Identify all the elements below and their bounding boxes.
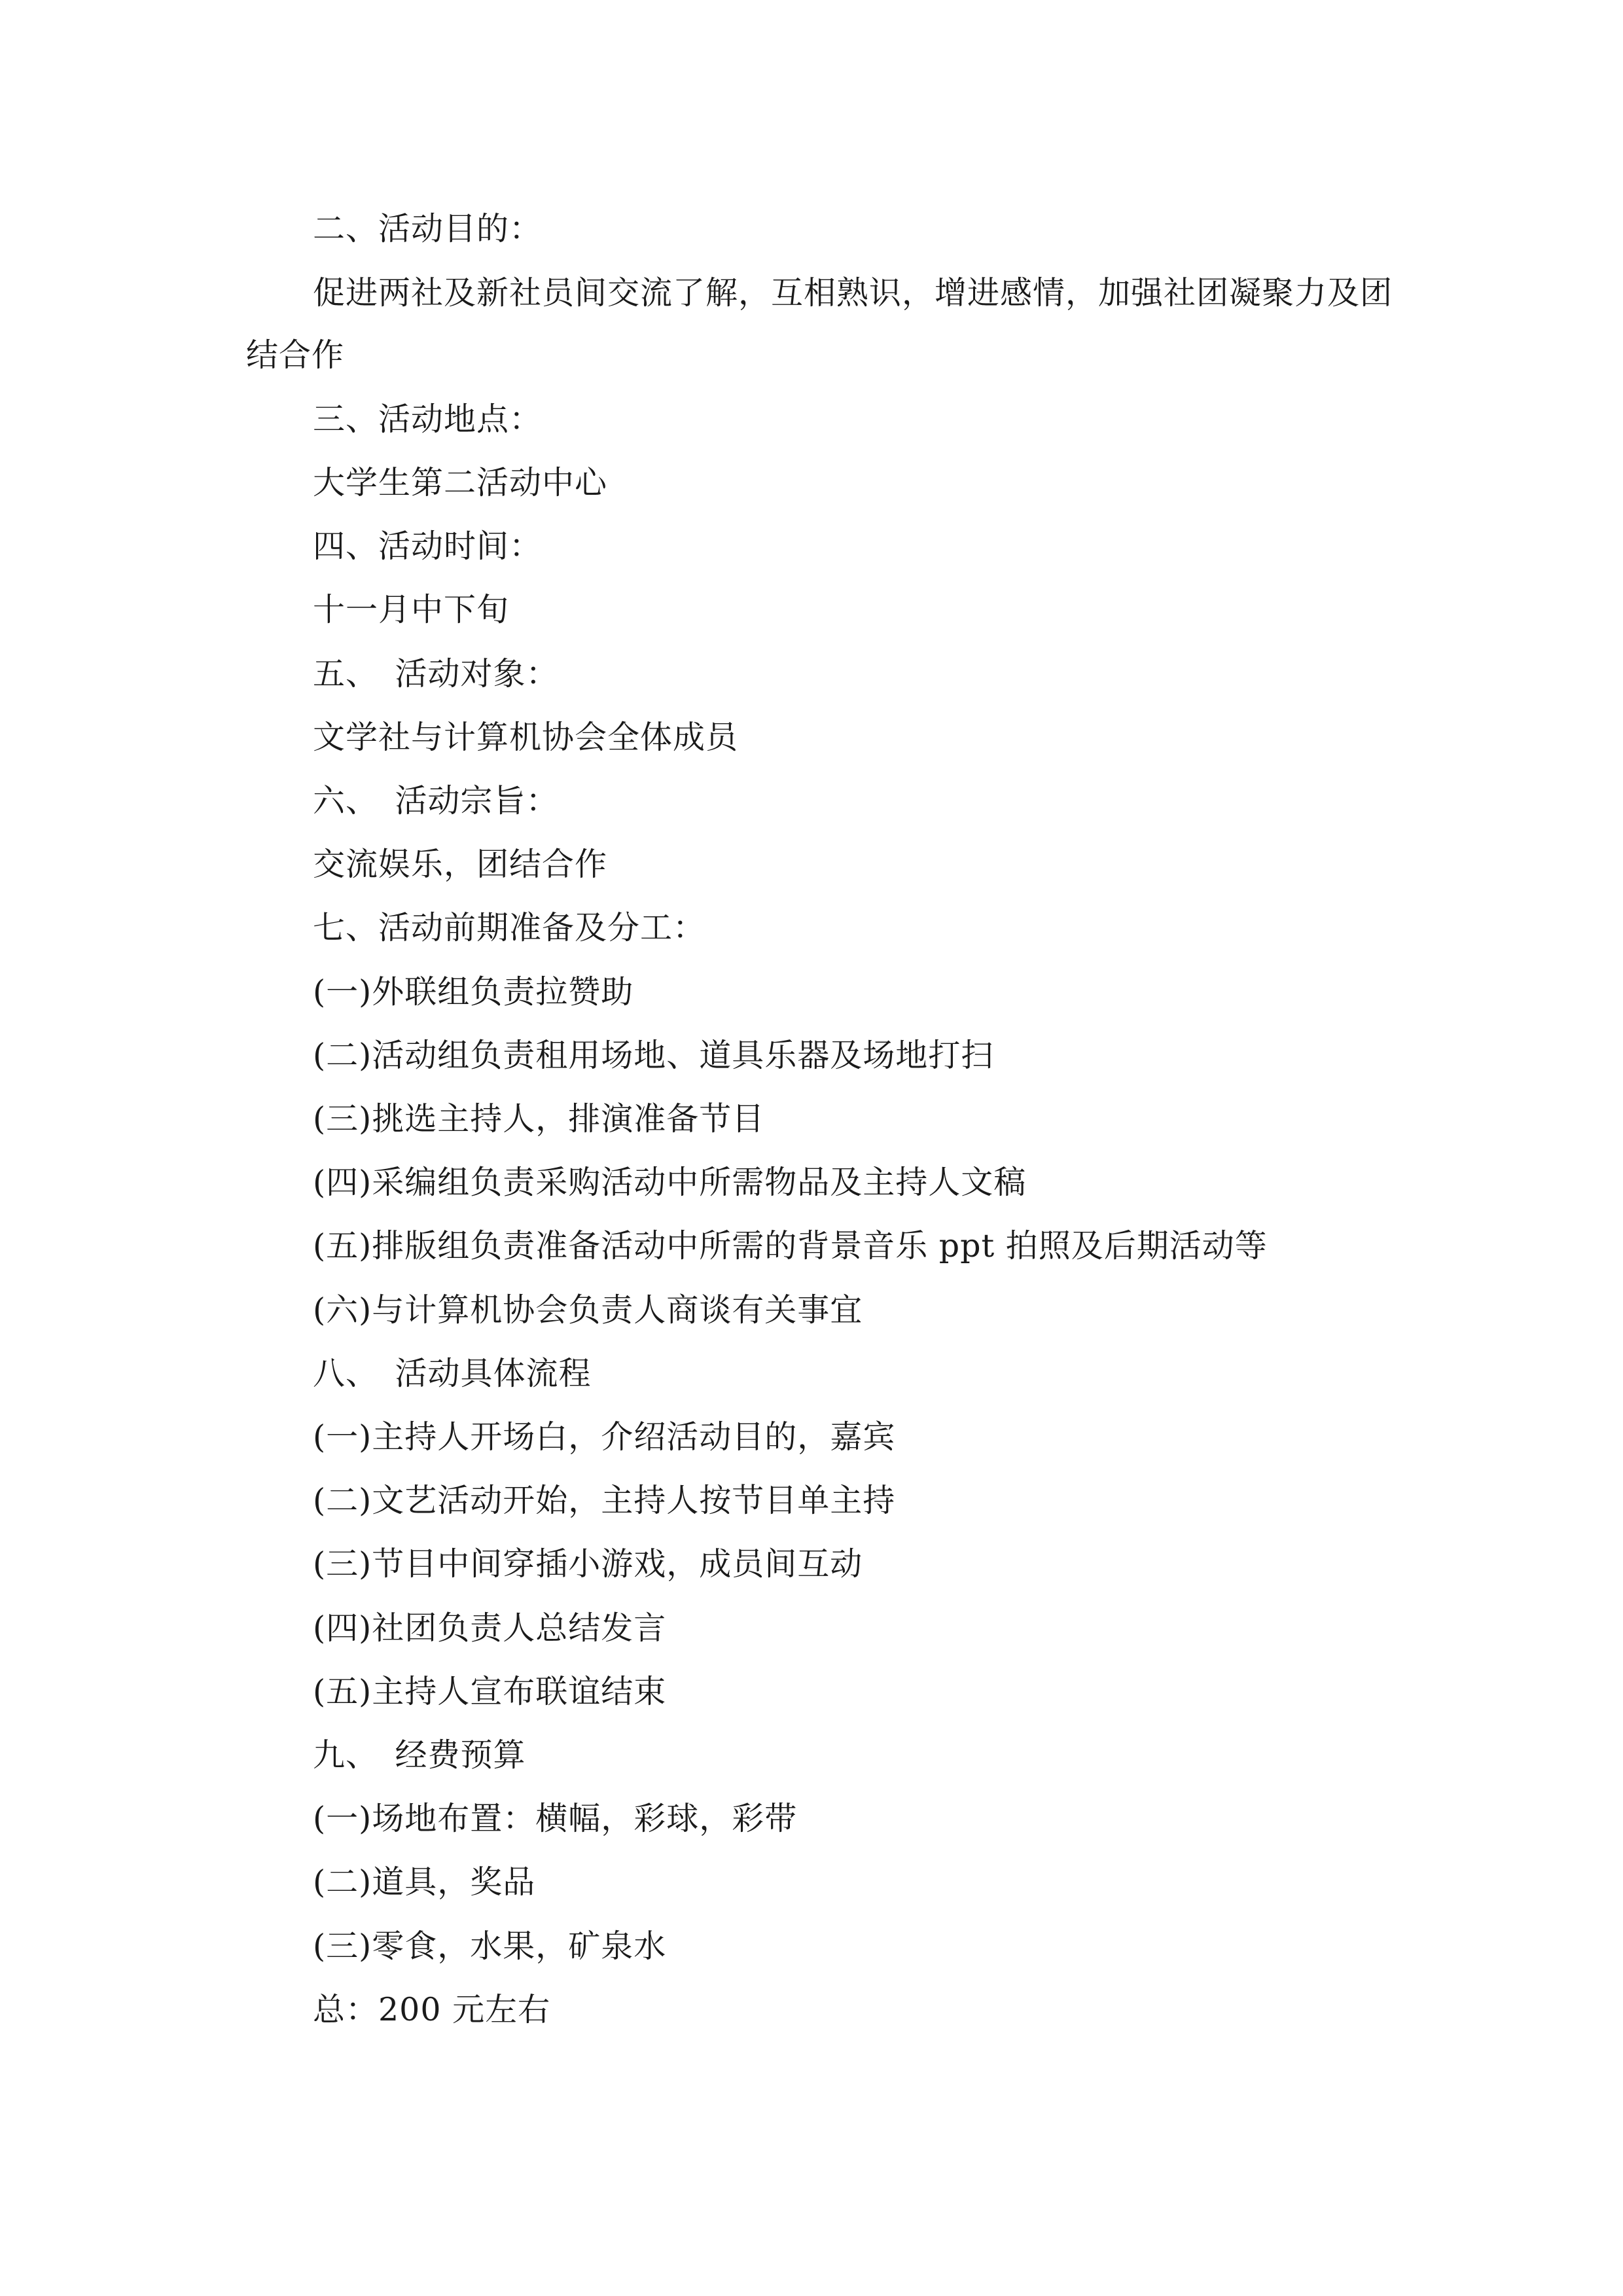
paragraph-location: 大学生第二活动中心 <box>313 464 608 501</box>
paragraph-participants: 文学社与计算机协会全体成员 <box>313 719 739 756</box>
paragraph-purpose-line-1: 促进两社及新社员间交流了解，互相熟识，增进感情，加强社团凝聚力及团 <box>313 274 1393 312</box>
list-item-preparation-5: (五)排版组负责准备活动中所需的背景音乐 ppt 拍照及后期活动等 <box>313 1227 1268 1265</box>
section-heading-budget: 九、 经费预算 <box>313 1736 526 1774</box>
paragraph-time: 十一月中下旬 <box>313 591 510 628</box>
list-item-process-3: (三)节目中间穿插小游戏，成员间互动 <box>313 1545 863 1583</box>
list-item-process-5: (五)主持人宣布联谊结束 <box>313 1673 667 1710</box>
section-heading-preparation: 七、活动前期准备及分工： <box>313 909 706 946</box>
section-heading-process: 八、 活动具体流程 <box>313 1355 592 1392</box>
list-item-preparation-4: (四)采编组负责采购活动中所需物品及主持人文稿 <box>313 1164 1027 1201</box>
list-item-preparation-2: (二)活动组负责租用场地、道具乐器及场地打扫 <box>313 1037 994 1074</box>
section-heading-location: 三、活动地点： <box>313 401 543 438</box>
budget-total: 总：200 元左右 <box>313 1991 551 2028</box>
list-item-process-1: (一)主持人开场白，介绍活动目的，嘉宾 <box>313 1418 896 1456</box>
list-item-process-4: (四)社团负责人总结发言 <box>313 1609 667 1647</box>
list-item-preparation-3: (三)挑选主持人，排演准备节目 <box>313 1100 765 1138</box>
list-item-budget-2: (二)道具，奖品 <box>313 1863 536 1901</box>
list-item-preparation-1: (一)外联组负责拉赞助 <box>313 973 634 1011</box>
paragraph-aim: 交流娱乐，团结合作 <box>313 846 608 883</box>
section-heading-participants: 五、 活动对象： <box>313 655 559 692</box>
list-item-preparation-6: (六)与计算机协会负责人商谈有关事宜 <box>313 1291 863 1329</box>
list-item-process-2: (二)文艺活动开始，主持人按节目单主持 <box>313 1482 896 1519</box>
paragraph-purpose-line-2: 结合作 <box>246 336 345 374</box>
list-item-budget-3: (三)零食，水果，矿泉水 <box>313 1928 667 1965</box>
list-item-budget-1: (一)场地布置：横幅，彩球，彩带 <box>313 1800 798 1837</box>
section-heading-purpose: 二、活动目的： <box>313 210 543 247</box>
section-heading-aim: 六、 活动宗旨： <box>313 782 559 819</box>
section-heading-time: 四、活动时间： <box>313 528 543 565</box>
